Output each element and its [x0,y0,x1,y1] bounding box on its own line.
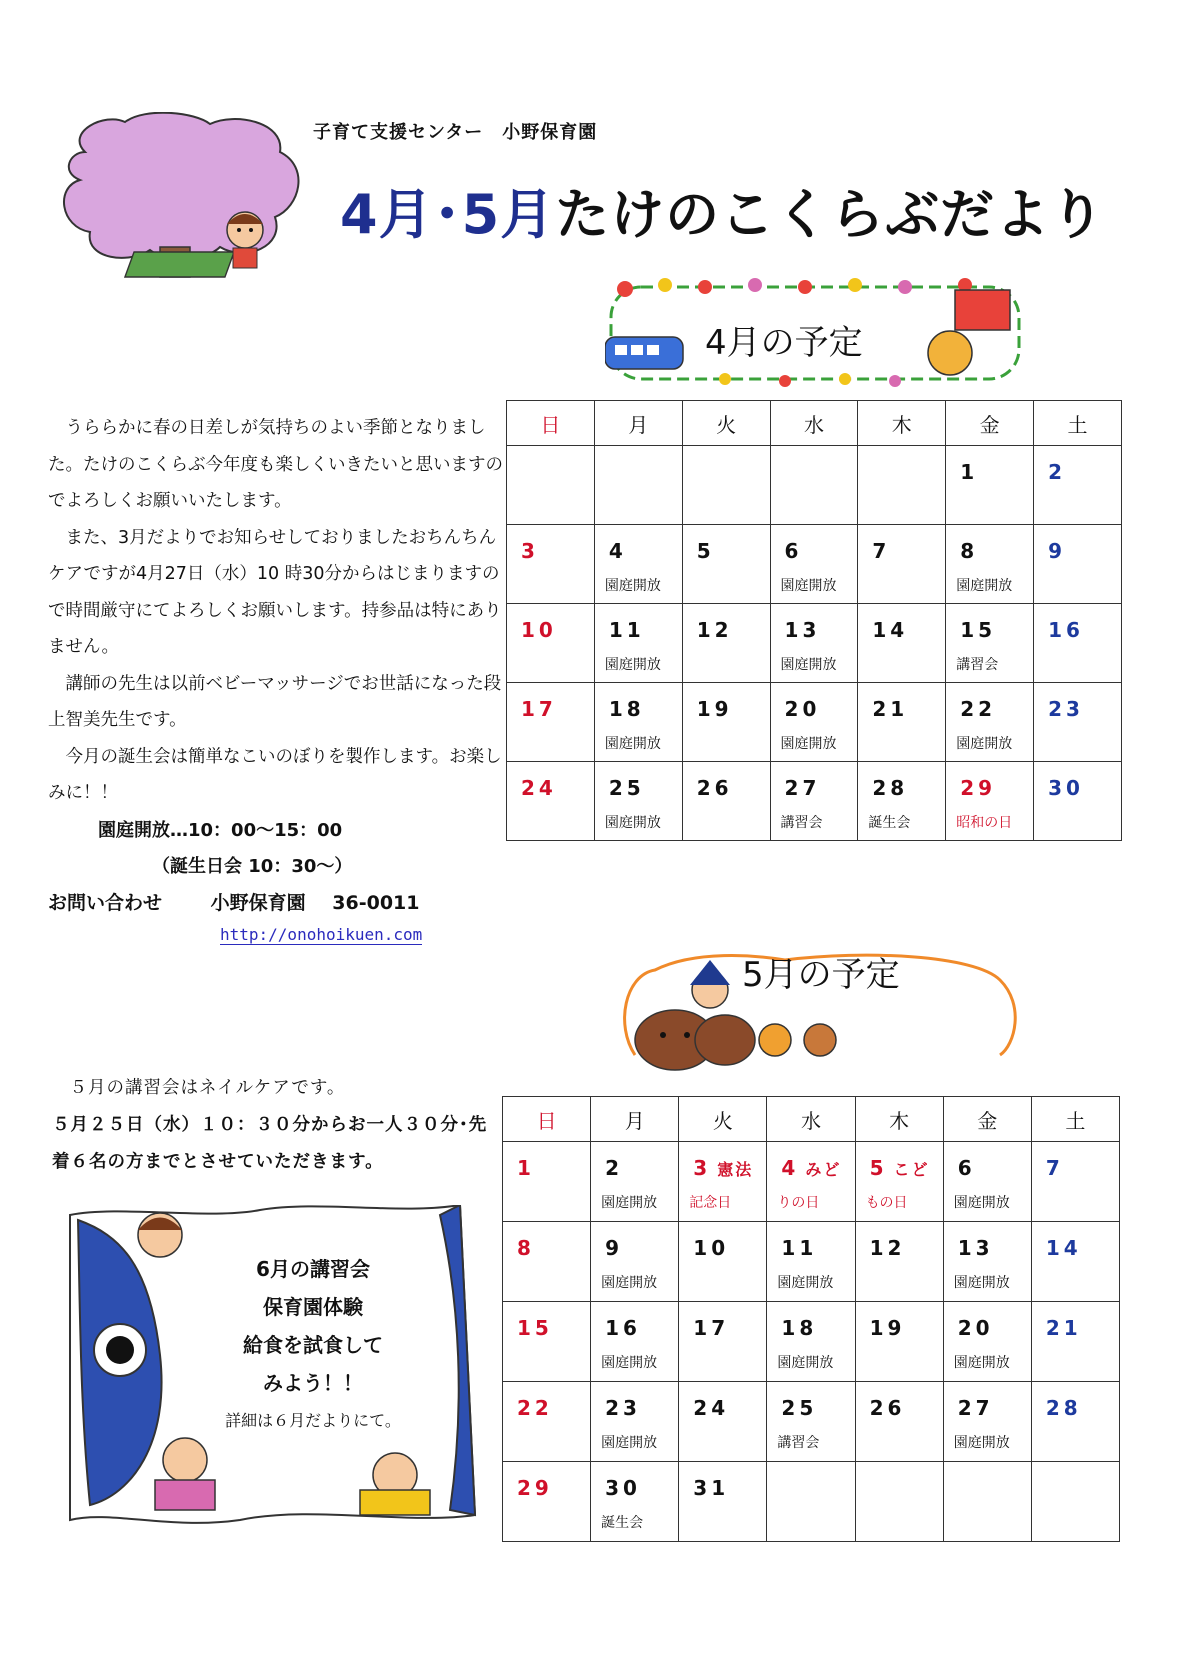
calendar-day [855,1222,943,1302]
day-event: 園庭開放 [601,1195,658,1211]
day-event: 昭和の日 [956,815,1013,831]
calendar-day [770,525,858,604]
day-number: 1 [517,1156,535,1180]
day-number: 20 [957,1316,994,1340]
calendar-day [594,762,682,841]
june-workshop-notice [208,1250,418,1440]
day-number: 27 [784,776,821,800]
calendar-day [770,762,858,841]
day-number: 16 [605,1316,641,1340]
weekday-header: 水 [767,1097,855,1142]
day-number: 13 [957,1236,994,1260]
organization-name: 子育て支援センター 小野保育園 [313,122,598,143]
day-number: 26 [696,776,733,800]
weekday-header: 火 [679,1097,767,1142]
day-number: 24 [693,1396,730,1420]
calendar-week [503,1142,1120,1222]
day-number: 22 [960,697,997,721]
june-line: みよう！！ [263,1371,363,1395]
calendar-day [682,525,770,604]
calendar-day [682,604,770,683]
weekday-header: 日 [507,401,595,446]
calendar-day [679,1462,767,1542]
calendar-day [943,1142,1031,1222]
weekday-header: 金 [946,401,1034,446]
calendar-day [946,525,1034,604]
calendar-day [1031,1462,1119,1542]
day-number: 12 [869,1236,906,1260]
calendar-day [591,1142,679,1222]
calendar-day [1031,1222,1119,1302]
day-number: 15 [517,1316,553,1340]
day-event: りの日 [777,1195,820,1211]
day-number: 20 [784,697,821,721]
calendar-day [1034,683,1122,762]
calendar-week [507,525,1122,604]
calendar-day [591,1462,679,1542]
day-event: 園庭開放 [604,736,661,752]
calendar-day [679,1382,767,1462]
day-number-holiday [781,1156,854,1180]
calendar-day [503,1462,591,1542]
day-number: 30 [605,1476,641,1500]
calendar-day [679,1142,767,1222]
website-link[interactable]: http://onohoikuen.com [220,925,423,944]
day-event: 園庭開放 [956,736,1013,752]
may-text [52,1070,502,1181]
may-paragraph: ５月２５日（水）１０：３０分からお一人３０分･先着６名の方までとさせていただきます。 [52,1115,488,1172]
day-number: 13 [784,618,821,642]
day-event: 誕生会 [601,1515,644,1531]
calendar-day [1031,1382,1119,1462]
holiday-name: 憲法 [717,1160,754,1179]
calendar-day [594,683,682,762]
birthday-time: （誕生日会 10：30～） [152,856,353,877]
day-event: 園庭開放 [780,578,837,594]
calendar-day [858,604,946,683]
day-number: 2 [1048,460,1066,484]
calendar-day [1031,1142,1119,1222]
day-event: 記念日 [689,1195,732,1211]
intro-paragraph: うららかに春の日差しが気持ちのよい季節となりました。たけのこくらぶ今年度も楽しくいきたいと思いますのでよろしくお願いいたします。 [48,418,503,511]
calendar-day [1034,446,1122,525]
day-event: 講習会 [780,815,823,831]
calendar-day [682,446,770,525]
calendar-day [770,683,858,762]
day-number: 29 [960,776,997,800]
calendar-day [591,1222,679,1302]
day-number: 3 [521,539,539,563]
calendar-day [858,683,946,762]
newsletter-title [340,172,1105,249]
day-number: 18 [781,1316,818,1340]
day-number: 7 [872,539,891,563]
day-number: 21 [872,697,909,721]
april-calendar [506,400,1122,841]
day-number: 11 [608,618,645,642]
day-event: 講習会 [777,1435,820,1451]
day-number: 16 [1048,618,1084,642]
calendar-day [594,604,682,683]
calendar-day [507,525,595,604]
day-number: 24 [521,776,557,800]
day-event: 園庭開放 [604,657,661,673]
april-schedule-heading: 4月の予定 [705,323,863,363]
intro-paragraph: 今月の誕生会は簡単なこいのぼりを製作します。お楽しみに！！ [48,746,502,803]
calendar-day [858,446,946,525]
calendar-day [507,683,595,762]
day-number: 3 [693,1156,712,1180]
day-event: 園庭開放 [953,1275,1010,1291]
day-number: 28 [1045,1396,1082,1420]
contact-label: お問い合わせ [48,892,163,914]
calendar-day [767,1382,855,1462]
calendar-day [1034,762,1122,841]
intro-paragraph: また、3月だよりでお知らせしておりましたおちんちんケアですが4月27日（水）10 時30分からはじまりますので時間厳守にてよろしくお願いします。持参品は特にありません。 [48,527,502,657]
day-number: 11 [781,1236,818,1260]
contact-phone: 36-0011 [332,892,420,914]
day-number: 9 [605,1236,624,1260]
calendar-day [943,1382,1031,1462]
day-number: 10 [521,618,557,642]
day-event: 園庭開放 [953,1195,1010,1211]
calendar-day [855,1302,943,1382]
calendar-day [946,762,1034,841]
day-number: 19 [869,1316,906,1340]
day-number: 6 [784,539,803,563]
weekday-header: 木 [855,1097,943,1142]
calendar-day [679,1222,767,1302]
day-number: 23 [605,1396,641,1420]
day-number: 15 [960,618,997,642]
calendar-week [507,604,1122,683]
calendar-day [679,1302,767,1382]
day-event: 園庭開放 [777,1275,834,1291]
calendar-day [503,1222,591,1302]
calendar-day [1034,604,1122,683]
title-months: 4月･5月 [340,183,556,246]
weekday-header: 日 [503,1097,591,1142]
calendar-day [767,1462,855,1542]
calendar-day [682,762,770,841]
calendar-week [507,683,1122,762]
day-event: 園庭開放 [780,736,837,752]
day-number: 18 [608,697,645,721]
calendar-day [507,604,595,683]
june-line: 詳細は６月だよりにて。 [225,1411,401,1430]
calendar-day [682,683,770,762]
day-number: 23 [1048,697,1084,721]
calendar-day [767,1302,855,1382]
may-calendar [502,1096,1120,1542]
calendar-day [594,446,682,525]
calendar-day [770,446,858,525]
day-number-holiday [693,1156,766,1180]
june-line: 給食を試食して [243,1333,383,1357]
calendar-day [503,1142,591,1222]
day-event: 園庭開放 [777,1355,834,1371]
day-number: 5 [696,539,715,563]
day-number: 1 [960,460,979,484]
day-event: もの日 [865,1195,908,1211]
day-event: 園庭開放 [953,1355,1010,1371]
intro-paragraph: 講師の先生は以前ベビーマッサージでお世話になった段上智美先生です。 [48,673,502,730]
weekday-header: 木 [858,401,946,446]
day-number: 29 [517,1476,553,1500]
contact-name: 小野保育園 [210,892,306,914]
calendar-week [503,1462,1120,1542]
day-event: 講習会 [956,657,999,673]
calendar-day [855,1142,943,1222]
day-number: 12 [696,618,733,642]
day-number: 28 [872,776,909,800]
may-paragraph: ５月の講習会はネイルケアです。 [69,1078,346,1098]
day-number: 8 [517,1236,535,1260]
day-event: 誕生会 [868,815,911,831]
calendar-week [503,1382,1120,1462]
calendar-week [507,446,1122,525]
day-event: 園庭開放 [601,1435,658,1451]
calendar-day [858,525,946,604]
weekday-header: 水 [770,401,858,446]
may-schedule-heading: 5月の予定 [742,955,900,995]
day-number: 4 [608,539,627,563]
day-number: 17 [521,697,557,721]
calendar-day [1031,1302,1119,1382]
calendar-day [507,762,595,841]
holiday-name: こど [893,1160,930,1179]
garden-open-hours: 園庭開放…10：00～15：00 [98,820,343,841]
day-number: 17 [693,1316,730,1340]
title-name: たけのこくらぶだより [555,183,1106,246]
weekday-header: 月 [594,401,682,446]
day-event: 園庭開放 [780,657,837,673]
cherry-tree-illustration [45,112,315,282]
day-number-holiday [870,1156,943,1180]
calendar-day [507,446,595,525]
day-number: 19 [696,697,733,721]
calendar-day [858,762,946,841]
calendar-day [1034,525,1122,604]
day-number: 14 [1045,1236,1082,1260]
day-event: 園庭開放 [604,815,661,831]
day-number: 25 [608,776,645,800]
day-number: 4 [781,1156,800,1180]
day-event: 園庭開放 [953,1435,1010,1451]
weekday-header: 金 [943,1097,1031,1142]
day-number: 22 [517,1396,553,1420]
day-number: 30 [1048,776,1084,800]
calendar-day [503,1302,591,1382]
day-number: 10 [693,1236,730,1260]
calendar-day [946,683,1034,762]
calendar-day [770,604,858,683]
day-event: 園庭開放 [956,578,1013,594]
calendar-day [503,1382,591,1462]
calendar-week [507,762,1122,841]
weekday-header: 土 [1031,1097,1119,1142]
day-number: 25 [781,1396,818,1420]
day-number: 2 [605,1156,624,1180]
june-line: 6月の講習会 [256,1257,370,1281]
calendar-week [503,1222,1120,1302]
day-number: 6 [957,1156,976,1180]
calendar-day [946,604,1034,683]
contact-info [48,888,420,915]
intro-text [48,410,503,812]
calendar-day [591,1302,679,1382]
calendar-day [943,1302,1031,1382]
weekday-header: 月 [591,1097,679,1142]
calendar-week [503,1302,1120,1382]
calendar-day [591,1382,679,1462]
day-number: 9 [1048,539,1066,563]
day-number: 14 [872,618,909,642]
day-event: 園庭開放 [604,578,661,594]
weekday-header: 火 [682,401,770,446]
calendar-day [946,446,1034,525]
day-event: 園庭開放 [601,1275,658,1291]
calendar-day [767,1142,855,1222]
day-number: 31 [693,1476,730,1500]
day-number: 26 [869,1396,906,1420]
calendar-day [855,1462,943,1542]
calendar-day [943,1462,1031,1542]
weekday-header: 土 [1034,401,1122,446]
holiday-name: みど [805,1160,842,1179]
day-event: 園庭開放 [601,1355,658,1371]
day-number: 8 [960,539,979,563]
calendar-day [855,1382,943,1462]
day-number: 7 [1045,1156,1064,1180]
calendar-day [943,1222,1031,1302]
calendar-day [767,1222,855,1302]
day-number: 21 [1045,1316,1082,1340]
day-number: 5 [869,1156,888,1180]
calendar-day [594,525,682,604]
day-number: 27 [957,1396,994,1420]
june-line: 保育園体験 [263,1295,363,1319]
